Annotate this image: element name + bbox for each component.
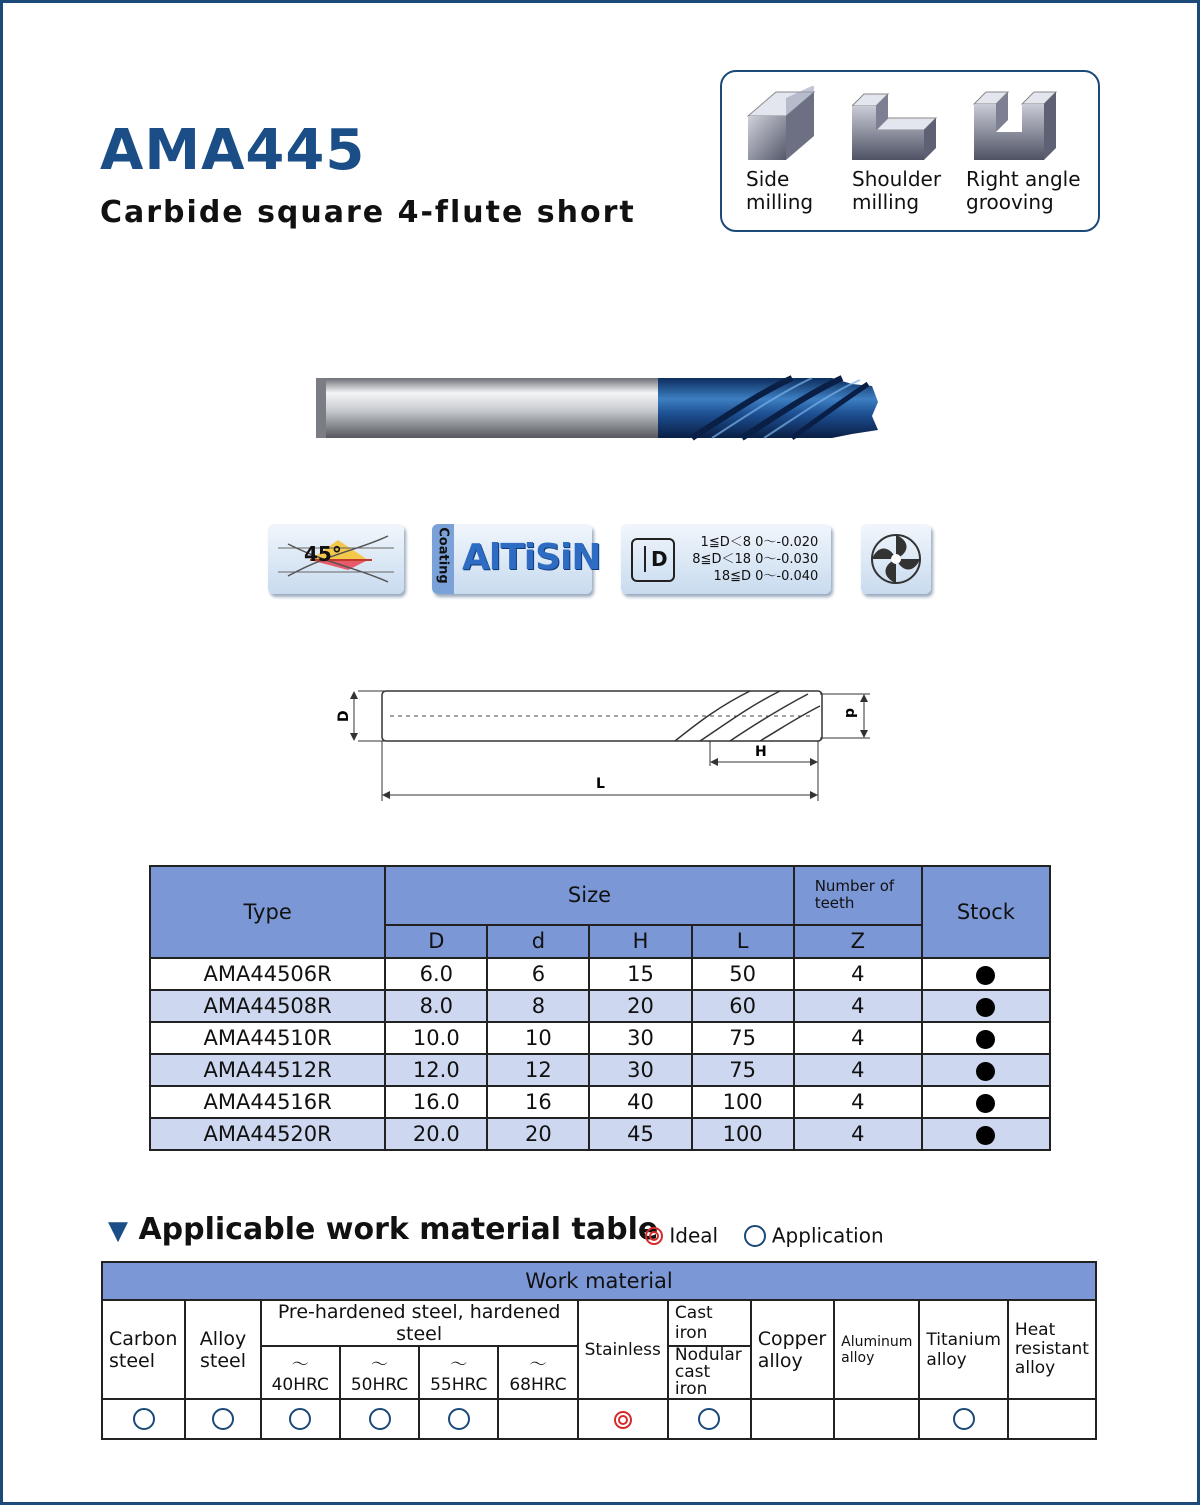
- cell-stock: [922, 958, 1050, 990]
- tolerance-value: 0～-0.030: [755, 552, 819, 567]
- dim-label-d: d: [842, 708, 858, 719]
- cell-Z: 4: [794, 1022, 922, 1054]
- mat-hrc-50: ～50HRC: [340, 1346, 419, 1399]
- product-subtitle: Carbide square 4-flute short: [100, 195, 636, 230]
- table-row: [150, 1086, 1050, 1118]
- in-stock-dot: [976, 1126, 995, 1145]
- shoulder-milling-icon: [852, 86, 938, 162]
- cell-type: AMA44508R: [150, 990, 385, 1022]
- cell-Z: 4: [794, 1054, 922, 1086]
- sub-Z: Z: [794, 925, 922, 958]
- sub-D: D: [385, 925, 487, 958]
- rating-cell: [578, 1399, 668, 1439]
- mat-hrc-55: ～55HRC: [419, 1346, 498, 1399]
- dimension-diagram: [330, 686, 890, 806]
- cell-d: 12: [487, 1054, 589, 1086]
- col-teeth: Number of teeth: [794, 866, 922, 925]
- rating-cell: [102, 1399, 185, 1439]
- cell-L: 50: [692, 958, 794, 990]
- cell-H: 15: [589, 958, 691, 990]
- col-size: Size: [385, 866, 793, 925]
- cell-stock: [922, 1118, 1050, 1150]
- mat-titanium-alloy: Titanium alloy: [919, 1300, 1008, 1399]
- mat-aluminum-alloy: Aluminum alloy: [834, 1300, 919, 1399]
- table-row: [150, 990, 1050, 1022]
- application-rating-icon: [133, 1408, 155, 1430]
- sub-d: d: [487, 925, 589, 958]
- sub-L: L: [692, 925, 794, 958]
- rating-cell: [834, 1399, 919, 1439]
- triangle-down-icon: ▼: [108, 1216, 128, 1246]
- mat-stainless: Stainless: [578, 1300, 668, 1399]
- four-flute-cross-section-icon: [861, 524, 931, 594]
- application-rating-icon: [698, 1408, 720, 1430]
- mat-cast-iron: Cast iron: [668, 1300, 751, 1346]
- mat-alloy-steel: Alloy steel: [185, 1300, 260, 1399]
- rating-cell: [419, 1399, 498, 1439]
- tolerance-range: 1≦D＜8: [700, 535, 751, 550]
- in-stock-dot: [976, 998, 995, 1017]
- cell-stock: [922, 1022, 1050, 1054]
- right-angle-grooving-icon: [966, 86, 1058, 162]
- in-stock-dot: [976, 1030, 995, 1049]
- table-row: [150, 1054, 1050, 1086]
- operation-label: Side milling: [746, 167, 814, 214]
- four-flute-badge: [861, 524, 931, 594]
- work-material-header: Work material: [102, 1262, 1096, 1300]
- cell-L: 75: [692, 1022, 794, 1054]
- cell-Z: 4: [794, 990, 922, 1022]
- spec-table: [149, 865, 1051, 1151]
- rating-cell: [261, 1399, 340, 1439]
- end-mill-photo: [312, 372, 892, 444]
- cell-type: AMA44506R: [150, 958, 385, 990]
- operation-label: Shoulder milling: [852, 167, 942, 214]
- cell-H: 45: [589, 1118, 691, 1150]
- rating-cell: [668, 1399, 751, 1439]
- rating-cell: [340, 1399, 419, 1439]
- rating-cell: [919, 1399, 1008, 1439]
- helix-angle-value: 45°: [304, 542, 342, 566]
- tolerance-badge: [621, 524, 831, 594]
- cell-D: 16.0: [385, 1086, 487, 1118]
- rating-cell: [185, 1399, 260, 1439]
- mat-copper-alloy: Copper alloy: [751, 1300, 834, 1399]
- table-row: [150, 1118, 1050, 1150]
- rating-cell: [498, 1399, 577, 1439]
- mat-hrc-68: ～68HRC: [498, 1346, 577, 1399]
- application-rating-icon: [448, 1408, 470, 1430]
- cell-L: 60: [692, 990, 794, 1022]
- cell-D: 12.0: [385, 1054, 487, 1086]
- tolerance-value: 0～-0.040: [755, 569, 819, 584]
- mat-prehardened-steel: Pre-hardened steel, hardened steel: [261, 1300, 578, 1346]
- in-stock-dot: [976, 1062, 995, 1081]
- legend-application-label: Application: [771, 1223, 884, 1248]
- operation-shoulder-milling: [852, 86, 941, 214]
- operation-label: Right angle grooving: [966, 167, 1081, 214]
- cell-L: 100: [692, 1086, 794, 1118]
- cell-Z: 4: [794, 1118, 922, 1150]
- cell-type: AMA44510R: [150, 1022, 385, 1054]
- table-row: [150, 1022, 1050, 1054]
- cell-H: 20: [589, 990, 691, 1022]
- ideal-rating-icon: [645, 1227, 663, 1245]
- dim-label-L: L: [596, 776, 605, 792]
- col-type: Type: [150, 866, 385, 958]
- tolerance-range: 8≦D＜18: [692, 552, 751, 567]
- cell-d: 10: [487, 1022, 589, 1054]
- rating-cell: [1008, 1399, 1096, 1439]
- mat-carbon-steel: Carbon steel: [102, 1300, 185, 1399]
- cell-d: 8: [487, 990, 589, 1022]
- cell-D: 8.0: [385, 990, 487, 1022]
- cell-type: AMA44516R: [150, 1086, 385, 1118]
- coating-badge: [432, 524, 601, 594]
- cell-H: 30: [589, 1054, 691, 1086]
- work-material-table: [101, 1261, 1097, 1440]
- dim-label-D: D: [336, 710, 352, 722]
- cell-type: AMA44512R: [150, 1054, 385, 1086]
- rating-legend: [645, 1222, 884, 1248]
- mat-heat-resistant-alloy: Heat resistant alloy: [1008, 1300, 1096, 1399]
- in-stock-dot: [976, 1094, 995, 1113]
- operations-box: [720, 70, 1100, 232]
- cell-d: 20: [487, 1118, 589, 1150]
- application-rating-icon: [953, 1408, 975, 1430]
- operation-right-angle-grooving: [966, 86, 1081, 214]
- application-rating-icon: [744, 1225, 766, 1247]
- col-stock: Stock: [922, 866, 1050, 958]
- material-section-title: [108, 1212, 658, 1247]
- legend-ideal-label: Ideal: [669, 1223, 719, 1248]
- table-row: [150, 958, 1050, 990]
- mat-nodular-cast-iron: Nodular cast iron: [668, 1346, 751, 1399]
- cell-type: AMA44520R: [150, 1118, 385, 1150]
- cell-D: 10.0: [385, 1022, 487, 1054]
- in-stock-dot: [976, 966, 995, 985]
- material-section-title-text: Applicable work material table: [138, 1212, 659, 1247]
- ideal-rating-icon: [614, 1411, 632, 1429]
- helix-angle-badge: [268, 524, 404, 594]
- application-rating-icon: [212, 1408, 234, 1430]
- cell-H: 40: [589, 1086, 691, 1118]
- mat-hrc-40: ～40HRC: [261, 1346, 340, 1399]
- sub-H: H: [589, 925, 691, 958]
- material-rating-row: [102, 1399, 1096, 1439]
- cell-d: 6: [487, 958, 589, 990]
- tolerance-symbol: D: [651, 547, 668, 571]
- cell-stock: [922, 1086, 1050, 1118]
- cell-d: 16: [487, 1086, 589, 1118]
- side-milling-icon: [746, 86, 816, 162]
- tolerance-range: 18≦D: [713, 569, 751, 584]
- cell-stock: [922, 1054, 1050, 1086]
- cell-Z: 4: [794, 958, 922, 990]
- operation-side-milling: [746, 86, 816, 214]
- coating-label: Coating: [435, 527, 451, 584]
- cell-L: 75: [692, 1054, 794, 1086]
- cell-D: 20.0: [385, 1118, 487, 1150]
- tolerance-value: 0～-0.020: [755, 535, 819, 550]
- coating-name: AlTiSiN: [462, 537, 601, 578]
- cell-H: 30: [589, 1022, 691, 1054]
- cell-stock: [922, 990, 1050, 1022]
- product-title: AMA445: [100, 118, 366, 183]
- cell-L: 100: [692, 1118, 794, 1150]
- rating-cell: [751, 1399, 834, 1439]
- application-rating-icon: [369, 1408, 391, 1430]
- application-rating-icon: [289, 1408, 311, 1430]
- cell-Z: 4: [794, 1086, 922, 1118]
- tolerance-table: [683, 534, 818, 585]
- cell-D: 6.0: [385, 958, 487, 990]
- dim-label-H: H: [755, 744, 767, 760]
